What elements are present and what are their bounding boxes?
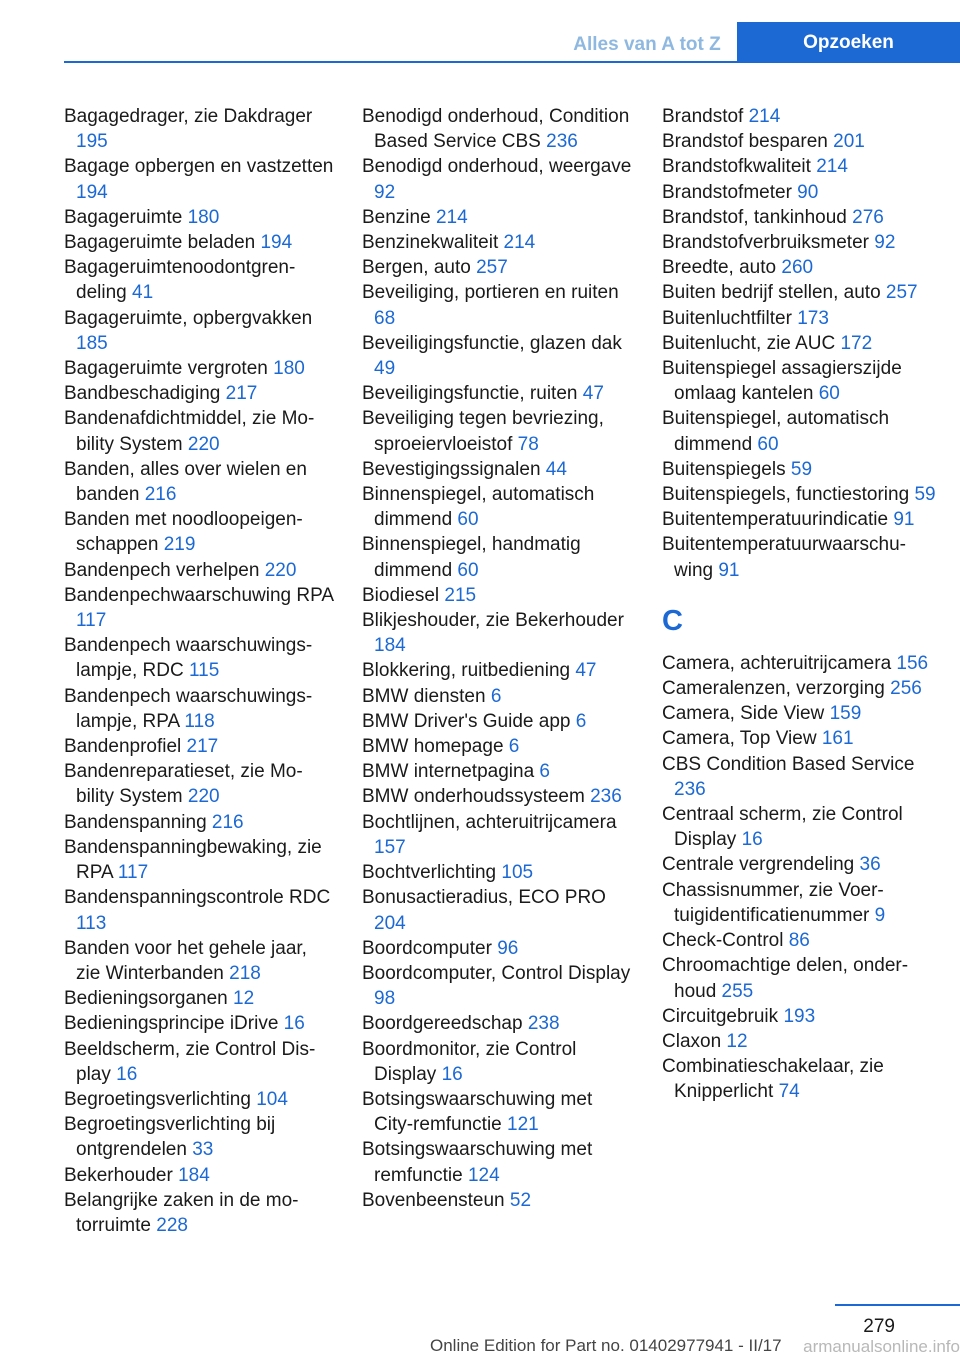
index-entry xyxy=(362,255,632,280)
index-entry xyxy=(64,1011,334,1036)
index-entry-term: Circuitgebruik xyxy=(662,1005,784,1027)
index-entry xyxy=(64,885,334,935)
index-entry xyxy=(662,507,938,532)
index-page-link[interactable]: 236 xyxy=(590,786,622,808)
index-entry xyxy=(362,381,632,406)
index-entry xyxy=(362,104,632,154)
index-entry xyxy=(64,507,334,557)
index-entry xyxy=(662,482,938,507)
index-entry xyxy=(662,280,938,305)
index-page-link[interactable]: 9 xyxy=(874,904,886,926)
index-entry xyxy=(64,381,334,406)
index-entry-term: Benzinekwaliteit xyxy=(362,232,504,254)
index-entry-term: Bandenspanning xyxy=(64,811,212,833)
index-entry xyxy=(662,356,938,406)
index-entry xyxy=(662,205,938,230)
index-entry-term: Check-Control xyxy=(662,930,789,952)
index-entry-term: Banden, alles over wielen en banden xyxy=(64,458,307,506)
index-page-link[interactable]: 173 xyxy=(797,307,829,329)
index-page-link[interactable]: 215 xyxy=(444,584,477,606)
index-page-link[interactable]: 6 xyxy=(508,736,520,758)
index-entry xyxy=(662,104,938,129)
index-entry-term: CBS Condition Based Service xyxy=(662,753,915,775)
index-entry xyxy=(362,1087,632,1137)
index-entry-term: Bandenpechwaarschuwing RPA xyxy=(64,584,333,606)
index-page-link[interactable]: 52 xyxy=(509,1189,532,1211)
index-entry-term: Brandstof xyxy=(662,106,749,127)
index-page-link[interactable]: 121 xyxy=(507,1114,539,1136)
index-entry-term: Buitenspiegels xyxy=(662,458,791,480)
index-entry xyxy=(662,255,938,280)
index-page-link[interactable]: 16 xyxy=(283,1013,305,1035)
index-entry xyxy=(64,734,334,759)
index-page-link[interactable]: 33 xyxy=(192,1139,214,1161)
index-entry xyxy=(64,1037,334,1087)
index-entry-term: BMW onderhoudssysteem xyxy=(362,786,591,808)
index-entry xyxy=(662,1029,938,1054)
index-entry xyxy=(64,230,334,255)
index-entry xyxy=(662,953,938,1003)
index-entry-term: Bandenprofiel xyxy=(64,736,187,758)
index-page-link[interactable]: 59 xyxy=(914,484,936,506)
index-entry xyxy=(362,860,632,885)
index-entry-term: Binnenspiegel, automatisch dimmend xyxy=(362,484,595,531)
index-entry-term: Bagageruimtenoodontgrendeling xyxy=(64,257,296,304)
index-page-link[interactable]: 91 xyxy=(893,509,915,531)
index-entry-term: Bandenpech waarschuwingslampje, RDC xyxy=(64,635,313,682)
index-page-link[interactable]: 217 xyxy=(225,383,258,405)
index-entry xyxy=(362,684,632,709)
index-entry xyxy=(362,482,632,532)
index-entry-term: Boordgereedschap xyxy=(362,1013,528,1035)
index-entry xyxy=(662,651,938,676)
index-entry-term: Bergen, auto xyxy=(362,257,477,279)
index-page-link[interactable]: 124 xyxy=(467,1164,500,1186)
index-entry-term: Bekerhouder xyxy=(64,1164,179,1186)
index-entry xyxy=(64,633,334,683)
index-entry xyxy=(64,759,334,809)
index-entry-term: Boordcomputer xyxy=(362,937,498,959)
index-page-link[interactable]: 219 xyxy=(163,534,196,556)
index-entry xyxy=(362,810,632,860)
index-entry xyxy=(64,1163,334,1188)
index-entry xyxy=(662,878,938,928)
index-page-link[interactable]: 260 xyxy=(781,257,814,279)
index-column-2 xyxy=(362,104,632,1213)
index-entry-term: Boordmonitor, zie Control Display xyxy=(362,1038,577,1085)
index-page-link[interactable]: 12 xyxy=(233,988,255,1010)
index-entry xyxy=(64,255,334,305)
index-entry-term: Cameralenzen, verzorging xyxy=(662,678,891,700)
index-page-link[interactable]: 90 xyxy=(797,181,819,203)
index-entry xyxy=(662,306,938,331)
index-entry xyxy=(64,1087,334,1112)
index-entry xyxy=(662,331,938,356)
index-entry xyxy=(362,961,632,1011)
index-page-link[interactable]: 228 xyxy=(156,1214,188,1236)
index-page-link[interactable]: 214 xyxy=(748,106,781,127)
index-entry-term: Bandenpech waarschuwingslampje, RPA xyxy=(64,685,313,732)
index-entry xyxy=(64,306,334,356)
index-entry-term: Benodigd onderhoud, weergave xyxy=(362,156,632,178)
index-page-link[interactable]: 161 xyxy=(821,728,854,750)
index-entry xyxy=(662,701,938,726)
index-entry-term: Benzine xyxy=(362,206,436,228)
index-entry-term: Beveiliging tegen bevriezing, sproeiervloeistof xyxy=(362,408,604,455)
index-page-link[interactable]: 214 xyxy=(503,232,536,254)
index-entry xyxy=(362,331,632,381)
index-entry-term: Bedieningsprincipe iDrive xyxy=(64,1013,284,1035)
page-header xyxy=(0,0,960,62)
page-number: 279 xyxy=(863,1316,895,1337)
index-entry xyxy=(362,154,632,204)
index-page-link[interactable]: 86 xyxy=(788,930,810,952)
index-page-link[interactable]: 98 xyxy=(374,988,396,1010)
index-column-1 xyxy=(64,104,334,1238)
index-entry-term: Buitentemperatuurwaarschuwing xyxy=(662,534,906,581)
index-entry xyxy=(662,457,938,482)
index-entry-term: Chroomachtige delen, onderhoud xyxy=(662,955,909,1002)
index-entry xyxy=(362,709,632,734)
index-page-link[interactable]: 16 xyxy=(441,1063,463,1085)
index-entry-term: Beveiliging, portieren en ruiten xyxy=(362,282,619,304)
index-entry-term: Bochtlijnen, achteruitrijcamera xyxy=(362,811,617,833)
index-entry-term: Bonusactieradius, ECO PRO xyxy=(362,887,606,909)
index-page-link[interactable]: 201 xyxy=(833,131,865,153)
index-entry-term: Blokkering, ruitbediening xyxy=(362,660,576,682)
index-page-link[interactable]: 60 xyxy=(457,509,479,531)
index-page-link[interactable]: 105 xyxy=(501,862,534,884)
index-entry-term: Beveiligingsfunctie, glazen dak xyxy=(362,332,622,354)
index-entry-term: BMW Driver's Guide app xyxy=(362,710,576,732)
index-entry xyxy=(64,558,334,583)
index-entry-term: Binnenspiegel, handmatig dimmend xyxy=(362,534,581,581)
index-page-link[interactable]: 115 xyxy=(188,660,220,682)
index-page-link[interactable]: 59 xyxy=(790,458,813,480)
index-entry-term: Botsingswaarschuwing met City-remfunctie xyxy=(362,1088,593,1136)
index-entry-term: Buitenspiegel, automatisch dimmend xyxy=(662,408,890,455)
index-entry-term: BMW internetpagina xyxy=(362,761,540,783)
index-entry xyxy=(64,356,334,381)
index-entry xyxy=(64,104,334,154)
index-page-link[interactable]: 41 xyxy=(132,282,154,304)
index-entry xyxy=(362,608,632,658)
index-entry-term: BMW diensten xyxy=(362,685,491,707)
index-entry-term: Bagageruimte vergroten xyxy=(64,358,274,380)
index-entry xyxy=(362,885,632,935)
index-page-link[interactable]: 185 xyxy=(76,332,108,354)
index-entry xyxy=(64,684,334,734)
index-entry-term: Bovenbeensteun xyxy=(362,1189,510,1211)
index-entry xyxy=(64,1188,334,1238)
index-page-link[interactable]: 60 xyxy=(757,433,779,455)
index-entry-term: Bandbeschadiging xyxy=(64,383,226,405)
index-entry-term: Buitenspiegel assagierszijde omlaag kantelen xyxy=(662,358,902,405)
index-entry xyxy=(64,457,334,507)
index-page-link[interactable]: 276 xyxy=(852,206,884,228)
index-entry xyxy=(662,1054,938,1104)
index-entry-term: Camera, Top View xyxy=(662,728,822,750)
index-page-link[interactable]: 220 xyxy=(187,786,220,808)
index-entry xyxy=(64,835,334,885)
index-entry-term: Brandstof, tankinhoud xyxy=(662,206,853,228)
index-page-link[interactable]: 256 xyxy=(890,678,922,700)
tab-opzoeken[interactable]: Opzoeken xyxy=(737,22,960,62)
index-entry-term: Bochtverlichting xyxy=(362,862,502,884)
index-page-link[interactable]: 220 xyxy=(264,559,297,581)
index-entry-term: Buiten bedrijf stellen, auto xyxy=(662,282,886,304)
index-page-link[interactable]: 12 xyxy=(726,1030,748,1052)
index-entry xyxy=(362,658,632,683)
index-entry xyxy=(64,986,334,1011)
index-entry xyxy=(362,1037,632,1087)
index-entry-term: Claxon xyxy=(662,1030,727,1052)
index-entry-term: Banden voor het gehele jaar, zie Winterbanden xyxy=(64,937,307,984)
index-entry xyxy=(362,230,632,255)
index-entry-term: Buitenlucht, zie AUC xyxy=(662,332,841,354)
index-page-link[interactable]: 238 xyxy=(527,1013,560,1035)
index-entry xyxy=(662,406,938,456)
index-page-link[interactable]: 68 xyxy=(374,307,396,329)
index-page-link[interactable]: 184 xyxy=(374,635,406,657)
index-entry xyxy=(362,457,632,482)
index-entry xyxy=(362,205,632,230)
index-page-link[interactable]: 257 xyxy=(885,282,918,304)
index-entry xyxy=(362,784,632,809)
index-entry-term: Chassisnummer, zie Voertuigidentificatienummer xyxy=(662,879,884,926)
index-entry xyxy=(662,752,938,802)
index-entry xyxy=(662,154,938,179)
tab-alles-van-a-tot-z[interactable]: Alles van A tot Z xyxy=(573,34,721,55)
index-entry-term: Bagagedrager, zie Dakdrager xyxy=(64,106,313,127)
index-page-link[interactable]: 104 xyxy=(256,1088,288,1110)
edition-note: Online Edition for Part no. 01402977941 - II/17 xyxy=(430,1336,782,1355)
index-page-link[interactable]: 117 xyxy=(76,610,107,632)
index-page-link[interactable]: 16 xyxy=(116,1063,138,1085)
index-entry-term: Belangrijke zaken in de motorruimte xyxy=(64,1189,299,1236)
index-entry-term: Banden met noodloopeigenschappen xyxy=(64,509,303,556)
index-page-link[interactable]: 157 xyxy=(374,836,406,858)
index-entry xyxy=(662,180,938,205)
index-page-link[interactable]: 204 xyxy=(374,912,406,934)
index-entry-term: Bandenpech verhelpen xyxy=(64,559,265,581)
index-entry xyxy=(662,676,938,701)
index-entry-term: Bagageruimte xyxy=(64,206,188,228)
index-page-link[interactable]: 60 xyxy=(457,559,479,581)
index-page-link[interactable]: 172 xyxy=(840,332,873,354)
index-page-link[interactable]: 156 xyxy=(896,652,929,674)
index-page-link[interactable]: 49 xyxy=(374,358,396,380)
index-page-link[interactable]: 92 xyxy=(374,181,396,203)
index-page-link[interactable]: 91 xyxy=(718,559,740,581)
index-entry xyxy=(362,406,632,456)
index-entry-term: Bagage opbergen en vastzetten xyxy=(64,156,334,178)
index-entry xyxy=(662,802,938,852)
index-entry-term: Breedte, auto xyxy=(662,257,782,279)
index-entry xyxy=(362,280,632,330)
index-entry-term: Centraal scherm, zie Control Display xyxy=(662,804,903,851)
index-entry-term: Centrale vergrendeling xyxy=(662,854,860,876)
index-entry xyxy=(362,583,632,608)
index-entry xyxy=(362,759,632,784)
index-entry-term: Botsingswaarschuwing met remfunctie xyxy=(362,1139,593,1186)
index-page-link[interactable]: 194 xyxy=(76,181,108,203)
index-entry-term: Brandstofverbruiksmeter xyxy=(662,232,875,254)
index-page-link[interactable]: 16 xyxy=(741,829,763,851)
index-entry xyxy=(64,936,334,986)
index-page-link[interactable]: 47 xyxy=(582,383,604,405)
index-page-link[interactable]: 218 xyxy=(229,962,261,984)
index-entry-term: Buitentemperatuurindicatie xyxy=(662,509,894,531)
index-entry xyxy=(64,154,334,204)
header-divider xyxy=(64,61,960,63)
footer-divider xyxy=(835,1304,960,1306)
index-entry-term: BMW homepage xyxy=(362,736,509,758)
index-entry xyxy=(662,1004,938,1029)
index-page-link[interactable]: 117 xyxy=(117,862,149,884)
index-page-link[interactable]: 180 xyxy=(273,358,305,380)
index-page-link[interactable]: 257 xyxy=(476,257,508,279)
index-entry xyxy=(662,129,938,154)
index-entry-term: Brandstof besparen xyxy=(662,131,834,153)
index-entry-term: Buitenluchtfilter xyxy=(662,307,798,329)
index-page-link[interactable]: 180 xyxy=(187,206,220,228)
index-page-link[interactable]: 184 xyxy=(178,1164,210,1186)
index-entry-term: Camera, achteruitrijcamera xyxy=(662,652,897,674)
index-entry-term: Bandenspanningscontrole RDC xyxy=(64,887,331,909)
index-entry-term: Bandenreparatieset, zie Mobility System xyxy=(64,761,303,808)
index-entry-term: Brandstofkwaliteit xyxy=(662,156,817,178)
index-page-link[interactable]: 74 xyxy=(778,1081,800,1103)
index-page-link[interactable]: 6 xyxy=(575,710,587,732)
index-entry xyxy=(362,1011,632,1036)
index-entry-term: Benodigd onderhoud, Condition Based Service CBS xyxy=(362,106,630,153)
index-entry xyxy=(64,810,334,835)
index-page-link[interactable]: 217 xyxy=(186,736,219,758)
index-entry xyxy=(662,726,938,751)
index-page-link[interactable]: 159 xyxy=(829,703,862,725)
index-entry-term: Bevestigingssignalen xyxy=(362,458,546,480)
index-entry xyxy=(362,1137,632,1187)
index-entry xyxy=(362,532,632,582)
index-page-link[interactable]: 78 xyxy=(517,433,539,455)
index-page-link[interactable]: 44 xyxy=(545,458,567,480)
index-entry xyxy=(64,406,334,456)
index-page-link[interactable]: 113 xyxy=(76,912,107,934)
index-page-link[interactable]: 255 xyxy=(721,980,754,1002)
index-page-link[interactable]: 236 xyxy=(674,778,706,800)
index-entry xyxy=(362,734,632,759)
index-page-link[interactable]: 236 xyxy=(546,131,578,153)
index-page-link[interactable]: 195 xyxy=(76,131,108,153)
index-entry xyxy=(64,205,334,230)
index-entry-term: Combinatieschakelaar, zie Knipperlicht xyxy=(662,1056,884,1103)
index-entry xyxy=(662,532,938,582)
index-entry-term: Begroetingsverlichting bij ontgrendelen xyxy=(64,1114,276,1161)
index-page-link[interactable]: 60 xyxy=(818,383,840,405)
index-entry-term: Bagageruimte beladen xyxy=(64,232,261,254)
index-page-link[interactable]: 214 xyxy=(435,206,468,228)
index-page-link[interactable]: 92 xyxy=(874,232,896,254)
index-entry-term: Bagageruimte, opbergvakken xyxy=(64,307,313,329)
index-entry-term: Camera, Side View xyxy=(662,703,830,725)
index-entry-term: Beveiligingsfunctie, ruiten xyxy=(362,383,583,405)
index-entry xyxy=(662,852,938,877)
index-entry xyxy=(662,230,938,255)
index-entry-term: Blikjeshouder, zie Bekerhouder xyxy=(362,610,624,632)
index-page-link[interactable]: 118 xyxy=(184,710,215,732)
index-page-link[interactable]: 220 xyxy=(187,433,220,455)
index-entry-term: Buitenspiegels, functiestoring xyxy=(662,484,915,506)
index-page-link[interactable]: 47 xyxy=(575,660,597,682)
index-page-link[interactable]: 194 xyxy=(260,232,293,254)
index-page-link[interactable]: 36 xyxy=(859,854,881,876)
index-entry-term: Brandstofmeter xyxy=(662,181,798,203)
index-entry-term: Boordcomputer, Control Display xyxy=(362,962,631,984)
index-entry xyxy=(362,936,632,961)
index-entry-term: Beeldscherm, zie Control Display xyxy=(64,1038,316,1085)
index-entry-term: Bandenafdichtmiddel, zie Mobility System xyxy=(64,408,315,455)
watermark: armanualsonline.info xyxy=(803,1337,960,1356)
index-entry-term: Bedieningsorganen xyxy=(64,988,234,1010)
index-page-link[interactable]: 216 xyxy=(211,811,244,833)
index-entry-term: Bandenspanningbewaking, zie RPA xyxy=(64,836,322,884)
index-page-link[interactable]: 6 xyxy=(539,761,550,783)
index-entry xyxy=(362,1188,632,1213)
index-column-3 xyxy=(662,104,938,1105)
index-entry-term: Begroetingsverlichting xyxy=(64,1088,257,1110)
section-letter-heading: C xyxy=(662,604,683,637)
index-page-link[interactable]: 96 xyxy=(497,937,519,959)
index-entry xyxy=(64,1112,334,1162)
index-entry xyxy=(662,928,938,953)
index-page-link[interactable]: 193 xyxy=(783,1005,816,1027)
index-page-link[interactable]: 214 xyxy=(816,156,848,178)
index-entry-term: Biodiesel xyxy=(362,584,445,606)
index-entry xyxy=(64,583,334,633)
index-page-link[interactable]: 216 xyxy=(144,484,177,506)
index-page-link[interactable]: 6 xyxy=(490,685,502,707)
